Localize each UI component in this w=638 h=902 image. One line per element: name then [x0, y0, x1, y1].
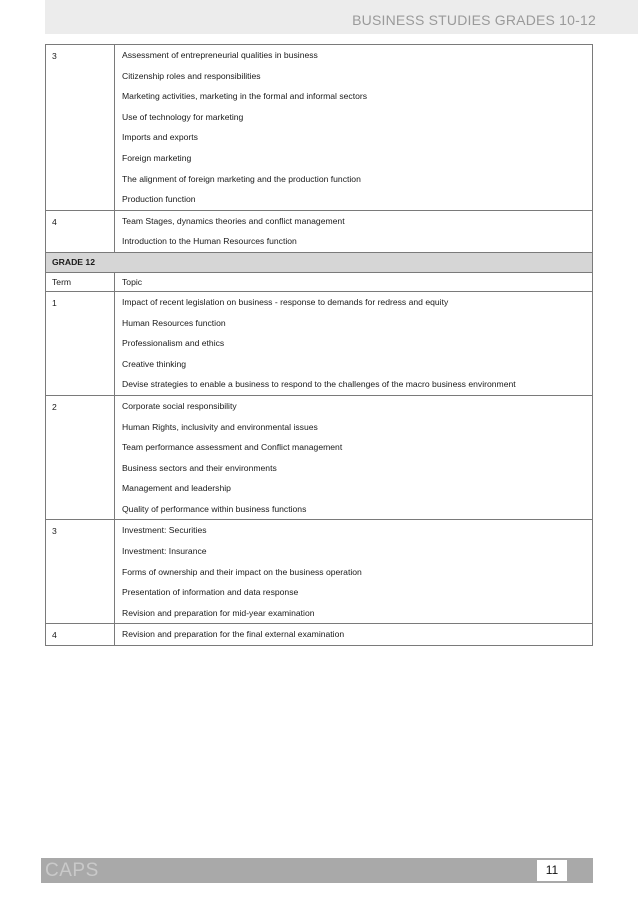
term-number: 4: [46, 210, 115, 252]
topic-column-header: Topic: [115, 272, 593, 291]
term-row: [46, 395, 593, 520]
topic-list: [115, 395, 593, 520]
topic-item: Citizenship roles and responsibilities: [122, 70, 261, 81]
term-number: 3: [46, 520, 115, 624]
term-number: 2: [46, 395, 115, 520]
topic-list: [115, 210, 593, 252]
topic-item: Business sectors and their environments: [122, 462, 277, 473]
term-number: 4: [46, 624, 115, 646]
topic-item: Corporate social responsibility: [122, 400, 237, 411]
term-number: 1: [46, 291, 115, 395]
topic-item: Team Stages, dynamics theories and conflict management: [122, 215, 345, 226]
topic-item: Impact of recent legislation on business - response to demands for redress and equity: [122, 296, 449, 307]
topic-item: Introduction to the Human Resources function: [122, 236, 297, 247]
topic-item: Revision and preparation for the final external examination: [122, 629, 345, 640]
topic-item: Forms of ownership and their impact on the business operation: [122, 566, 362, 577]
topic-item: Revision and preparation for mid-year examination: [122, 607, 315, 618]
topic-list: [115, 291, 593, 395]
term-row: [46, 520, 593, 624]
topic-item: Team performance assessment and Conflict management: [122, 442, 343, 453]
term-row: [46, 210, 593, 252]
topic-item: Imports and exports: [122, 132, 198, 143]
grade-12-heading: GRADE 12: [46, 252, 593, 272]
topic-item: Professionalism and ethics: [122, 338, 225, 349]
grade-11-continued-rows: [46, 45, 593, 253]
topic-list: [115, 624, 593, 646]
term-row: [46, 624, 593, 646]
topic-item: Production function: [122, 194, 196, 205]
topic-item: Creative thinking: [122, 358, 187, 369]
topics-table: [45, 44, 593, 646]
topic-item: Human Resources function: [122, 317, 226, 328]
term-row: [46, 291, 593, 395]
topic-item: Quality of performance within business functions: [122, 503, 307, 514]
grade-12-rows: [46, 291, 593, 645]
topic-item: Presentation of information and data response: [122, 587, 299, 598]
term-number: 3: [46, 45, 115, 211]
topic-item: Assessment of entrepreneurial qualities in business: [122, 50, 318, 60]
topic-item: Marketing activities, marketing in the formal and informal sectors: [122, 91, 368, 102]
topic-item: Foreign marketing: [122, 152, 192, 163]
topic-item: Human Rights, inclusivity and environmental issues: [122, 421, 318, 432]
topic-item: The alignment of foreign marketing and the production function: [122, 173, 361, 184]
topic-item: Management and leadership: [122, 483, 231, 494]
term-column-header: Term: [46, 272, 115, 291]
topic-item: Investment: Securities: [122, 525, 207, 536]
grade-12-heading-row: [46, 252, 593, 272]
grade-12-section: [46, 252, 593, 291]
column-header-row: [46, 272, 593, 291]
topic-item: Use of technology for marketing: [122, 111, 244, 122]
topic-list: [115, 520, 593, 624]
page-number: 11: [537, 860, 567, 881]
topic-item: Devise strategies to enable a business to respond to the challenges of the macro business environment: [122, 379, 516, 390]
topic-item: Investment: Insurance: [122, 546, 207, 557]
term-row: [46, 45, 593, 211]
topic-list: [115, 45, 593, 211]
footer-caps-label: CAPS: [45, 860, 99, 881]
footer-band: [41, 858, 593, 883]
document-header-title: BUSINESS STUDIES GRADES 10-12: [352, 12, 596, 28]
